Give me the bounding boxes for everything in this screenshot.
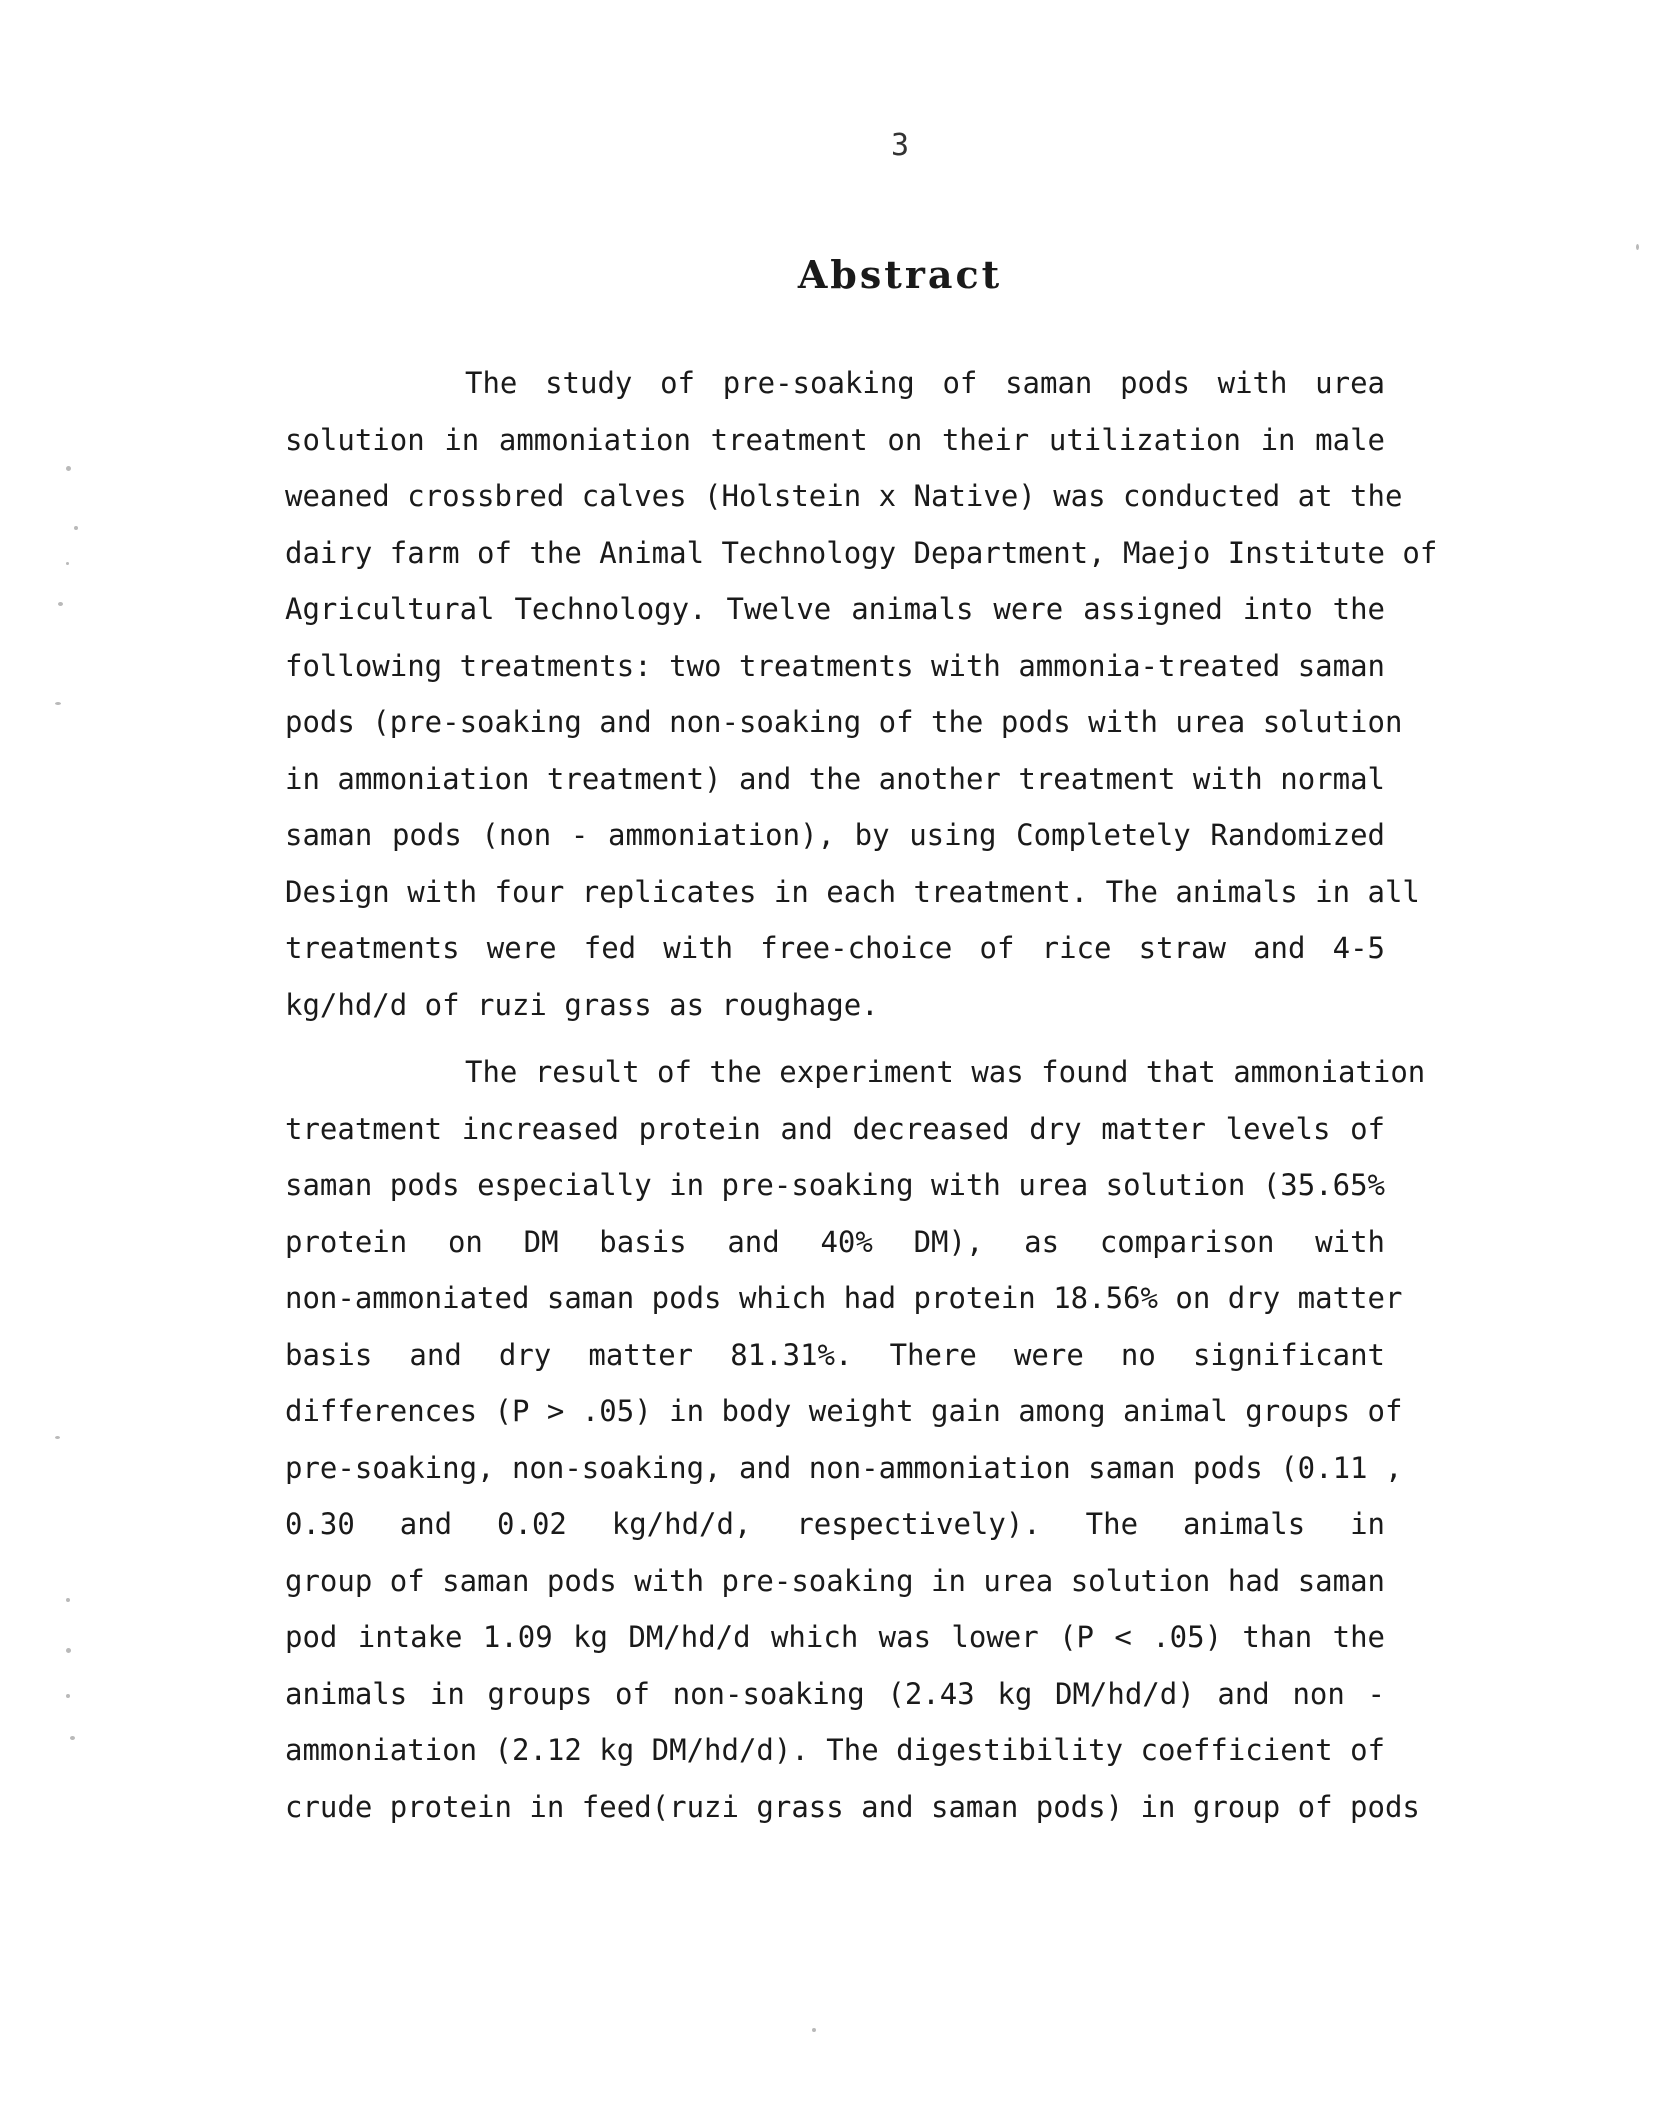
paragraph-line: differences (P > .05) in body weight gain among animal groups of <box>285 1394 1403 1428</box>
scan-speck <box>70 1736 75 1740</box>
abstract-title: Abstract <box>797 252 1003 297</box>
abstract-paragraph-1 <box>285 355 1438 1033</box>
paragraph-line: saman pods especially in pre-soaking with urea solution (35.65% <box>285 1168 1385 1202</box>
paragraph-line: group of saman pods with pre-soaking in urea solution had saman <box>285 1563 1385 1598</box>
scan-speck <box>812 2028 816 2032</box>
paragraph-line: Design with four replicates in each treatment. The animals in all <box>285 874 1420 909</box>
scan-speck <box>1636 244 1639 250</box>
scan-speck <box>55 1436 60 1439</box>
paragraph-line: treatment increased protein and decreased dry matter levels of <box>285 1111 1385 1146</box>
paragraph-line: pod intake 1.09 kg DM/hd/d which was lower (P < .05) than the <box>285 1620 1385 1654</box>
paragraph-line: Agricultural Technology. Twelve animals were assigned into the <box>285 592 1385 626</box>
abstract-paragraph-2 <box>285 1044 1426 1835</box>
paragraph-line: pods (pre-soaking and non-soaking of the pods with urea solution <box>285 705 1403 739</box>
scan-speck <box>66 1648 71 1653</box>
page-number: 3 <box>890 128 910 163</box>
paragraph-line: non-ammoniated saman pods which had protein 18.56% on dry matter <box>285 1281 1403 1315</box>
paragraph-line: ammoniation (2.12 kg DM/hd/d). The digestibility coefficient of <box>285 1733 1385 1767</box>
scan-speck <box>74 526 78 530</box>
paragraph-line: basis and dry matter 81.31%. There were no significant <box>285 1337 1385 1372</box>
paragraph-line: weaned crossbred calves (Holstein x Native) was conducted at the <box>285 479 1403 513</box>
paragraph-line: treatments were fed with free-choice of rice straw and 4-5 <box>285 931 1385 965</box>
paragraph-line: in ammoniation treatment) and the another treatment with normal <box>285 761 1385 796</box>
paragraph-line: pre-soaking, non-soaking, and non-ammoniation saman pods (0.11 , <box>285 1450 1403 1485</box>
paragraph-line: The study of pre-soaking of saman pods with urea <box>465 366 1385 400</box>
paragraph-line: protein on DM basis and 40% DM), as comparison with <box>285 1224 1385 1259</box>
paragraph-line: following treatments: two treatments with ammonia-treated saman <box>285 648 1385 683</box>
paragraph-line: saman pods (non - ammoniation), by using Completely Randomized <box>285 818 1385 852</box>
paragraph-line: kg/hd/d of ruzi grass as roughage. <box>285 987 879 1022</box>
scan-speck <box>66 466 71 471</box>
paragraph-line: The result of the experiment was found that ammoniation <box>465 1055 1426 1089</box>
paragraph-line: solution in ammoniation treatment on their utilization in male <box>285 422 1385 457</box>
scan-speck <box>66 1694 70 1698</box>
scan-speck <box>66 562 69 565</box>
scan-speck <box>66 1598 70 1602</box>
paragraph-line: dairy farm of the Animal Technology Department, Maejo Institute of <box>285 535 1438 570</box>
paragraph-line: animals in groups of non-soaking (2.43 kg DM/hd/d) and non - <box>285 1676 1385 1711</box>
scan-speck <box>58 602 63 606</box>
paragraph-line: 0.30 and 0.02 kg/hd/d, respectively). The animals in <box>285 1507 1385 1541</box>
paragraph-line: crude protein in feed(ruzi grass and saman pods) in group of pods <box>285 1789 1420 1824</box>
scan-speck <box>55 702 61 705</box>
